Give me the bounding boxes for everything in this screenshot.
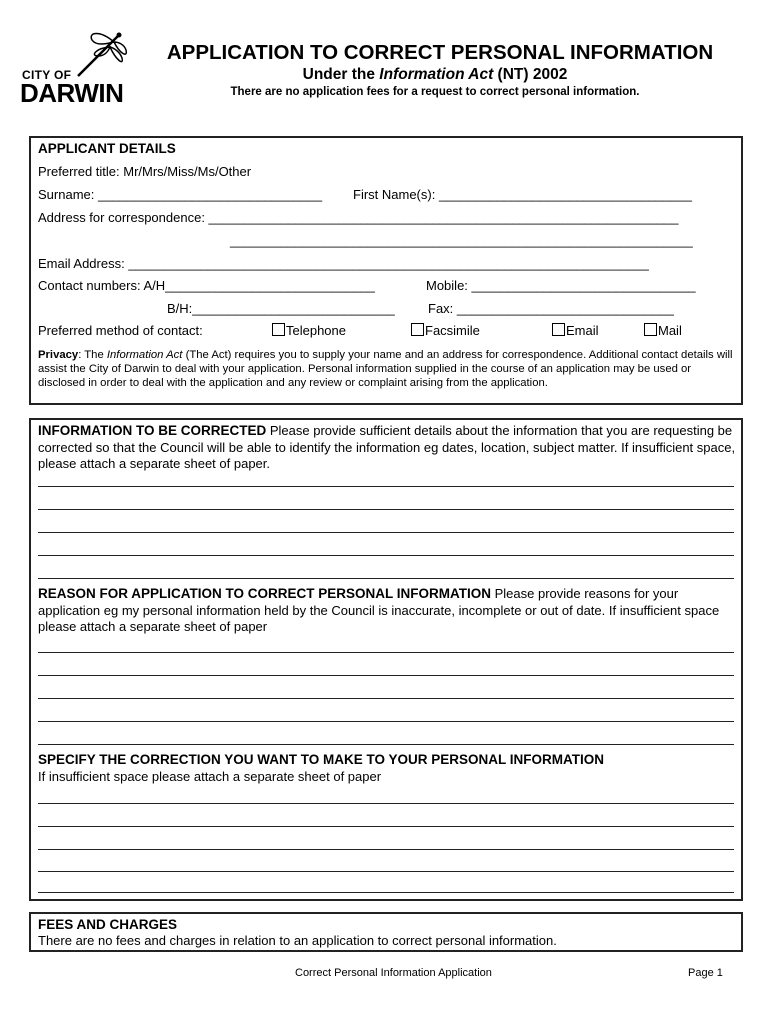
correction-answer-line[interactable]	[38, 892, 734, 893]
fees-heading: FEES AND CHARGES	[38, 917, 178, 932]
mail-option[interactable]: Mail	[644, 323, 682, 338]
email-option[interactable]: Email	[552, 323, 599, 338]
city-of-darwin-logo	[20, 30, 132, 108]
info-answer-line[interactable]	[38, 486, 734, 487]
info-to-correct-instructions: INFORMATION TO BE CORRECTED Please provide sufficient details about the information that you are requesting be corrected so that the Council will be able to identify the information eg dates, location, subject matter. If insufficient space, please attach a separate sheet of paper.	[38, 423, 736, 471]
fee-note: There are no application fees for a request to correct personal information.	[230, 86, 640, 98]
email-checkbox[interactable]	[552, 323, 565, 336]
applicant-details-section	[29, 136, 743, 405]
reason-answer-line[interactable]	[38, 652, 734, 653]
info-answer-line[interactable]	[38, 578, 734, 579]
info-answer-line[interactable]	[38, 509, 734, 510]
reason-answer-line[interactable]	[38, 721, 734, 722]
correction-answer-line[interactable]	[38, 849, 734, 850]
correction-answer-line[interactable]	[38, 826, 734, 827]
correction-answer-line[interactable]	[38, 871, 734, 872]
form-subtitle: Under the Information Act (NT) 2002	[302, 66, 568, 83]
logo-darwin-text: DARWIN	[20, 78, 124, 108]
reason-answer-line[interactable]	[38, 675, 734, 676]
correction-instructions: SPECIFY THE CORRECTION YOU WANT TO MAKE TO YOUR PERSONAL INFORMATION If insufficient space please attach a separate sheet of paper	[38, 752, 605, 784]
applicant-heading: APPLICANT DETAILS	[38, 141, 176, 156]
contact-ah-field[interactable]: Contact numbers: A/H_____________________________	[38, 278, 375, 293]
address-field-line2[interactable]: ________________________________________________________________	[230, 233, 693, 248]
facsimile-checkbox[interactable]	[411, 323, 424, 336]
reason-answer-line[interactable]	[38, 744, 734, 745]
privacy-notice: Privacy: The Information Act (The Act) requires you to supply your name and an address for correspondence. Additional contact details will assist the City of Darwin to deal with your application. Personal information supplied in the course of an application may be used or disclosed in order to deal with the application and any review or complaint arising from the application.	[38, 349, 733, 389]
contact-method-label: Preferred method of contact:	[38, 323, 203, 338]
facsimile-option[interactable]: Facsimile	[411, 323, 480, 338]
logo-city-text: CITY OF	[22, 68, 72, 82]
preferred-title-field[interactable]: Preferred title: Mr/Mrs/Miss/Ms/Other	[38, 164, 252, 179]
correction-answer-line[interactable]	[38, 803, 734, 804]
page-number: Page 1	[688, 967, 723, 979]
dragonfly-icon	[70, 30, 130, 80]
correction-details-section	[29, 418, 743, 901]
fax-field[interactable]: Fax: ______________________________	[428, 301, 674, 316]
surname-field[interactable]: Surname: _______________________________	[38, 187, 323, 202]
info-answer-line[interactable]	[38, 555, 734, 556]
fees-text: There are no fees and charges in relation to an application to correct personal information.	[38, 933, 557, 948]
telephone-checkbox[interactable]	[272, 323, 285, 336]
reason-answer-line[interactable]	[38, 698, 734, 699]
first-name-field[interactable]: First Name(s): ___________________________________	[353, 187, 692, 202]
info-answer-line[interactable]	[38, 532, 734, 533]
fees-section	[29, 912, 743, 952]
form-title: APPLICATION TO CORRECT PERSONAL INFORMATION	[166, 41, 714, 64]
mail-checkbox[interactable]	[644, 323, 657, 336]
reason-instructions: REASON FOR APPLICATION TO CORRECT PERSONAL INFORMATION Please provide reasons for your application eg my personal information held by the Council is inaccurate, incomplete or out of date. If insufficient space please attach a separate sheet of paper	[38, 586, 720, 634]
address-field[interactable]: Address for correspondence: _________________________________________________________________	[38, 210, 679, 225]
email-field[interactable]: Email Address: ________________________________________________________________________	[38, 256, 649, 271]
footer-document-name: Correct Personal Information Application	[295, 967, 492, 979]
telephone-option[interactable]: Telephone	[272, 323, 346, 338]
contact-bh-field[interactable]: B/H:____________________________	[167, 301, 395, 316]
mobile-field[interactable]: Mobile: _______________________________	[426, 278, 696, 293]
